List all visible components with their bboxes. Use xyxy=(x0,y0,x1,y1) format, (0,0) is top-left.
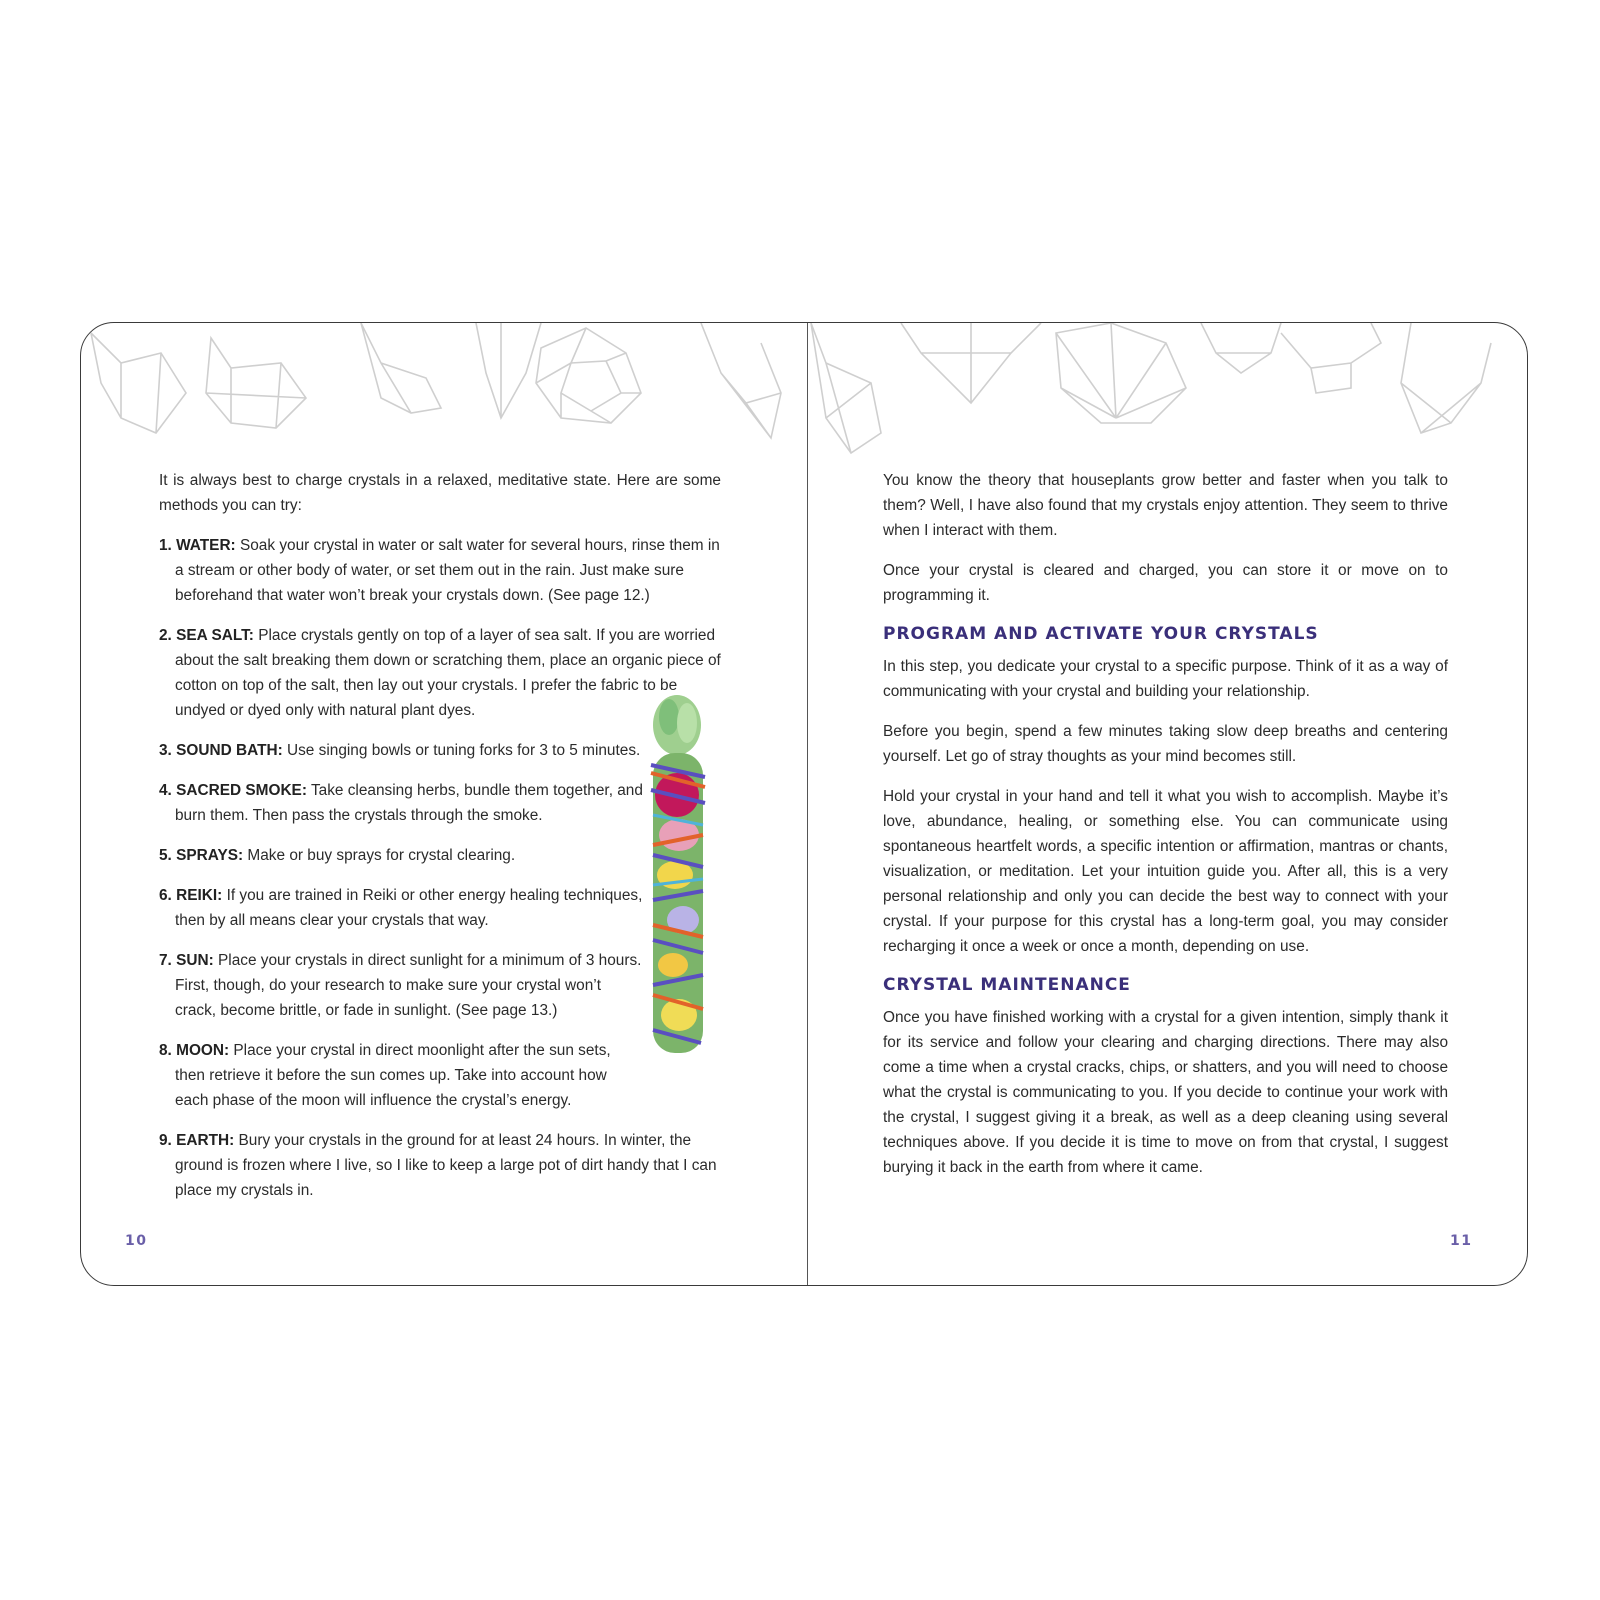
list-item: 2. SEA SALT: Place crystals gently on top of a layer of sea salt. If you are worried about the salt breaking them down or scratching them, place an organic piece of cotton on top of the salt, then lay out your crystals. I prefer the fabric to be undyed or dyed only with natural plant dyes. xyxy=(159,627,721,719)
paragraph: In this step, you dedicate your crystal to a specific purpose. Think of it as a way of communicating with your crystal and building your relationship. xyxy=(883,658,1448,700)
section-heading-program: PROGRAM AND ACTIVATE YOUR CRYSTALS xyxy=(883,624,1319,644)
paragraph: Before you begin, spend a few minutes taking slow deep breaths and centering yourself. Let go of stray thoughts as your mind becomes still. xyxy=(883,723,1448,765)
list-item: 4. SACRED SMOKE: Take cleansing herbs, bundle them together, and burn them. Then pass the crystals through the smoke. xyxy=(159,782,643,824)
book-spread xyxy=(80,322,1528,1286)
page-number-left: 10 xyxy=(125,1233,148,1249)
left-page xyxy=(81,323,807,1285)
paragraph: Once you have finished working with a crystal for a given intention, simply thank it for its service and follow your clearing and charging directions. There may also come a time when a crystal cracks, chips, or shatters, and you will need to choose what the crystal is communicating to you. If you decide to continue your work with the crystal, I suggest giving it a break, as well as a deep cleaning using several techniques above. If you decide it is time to move on from that crystal, I suggest burying it back in the earth from where it came. xyxy=(883,1009,1448,1176)
page-number-right: 11 xyxy=(1450,1233,1473,1249)
list-item: 7. SUN: Place your crystals in direct sunlight for a minimum of 3 hours. First, though, do your research to make sure your crystal won’t crack, become brittle, or fade in sunlight. (See page 13.) xyxy=(159,952,642,1019)
right-text-column xyxy=(883,468,1448,1195)
section-heading-maintenance: CRYSTAL MAINTENANCE xyxy=(883,975,1131,995)
list-item: 5. SPRAYS: Make or buy sprays for crystal clearing. xyxy=(159,847,516,864)
list-item: 8. MOON: Place your crystal in direct moonlight after the sun sets, then retrieve it before the sun comes up. Take into account how each phase of the moon will influence the crystal’s energy. xyxy=(159,1042,611,1109)
intro-paragraph: It is always best to charge crystals in a relaxed, meditative state. Here are some methods you can try: xyxy=(159,472,721,514)
herb-bundle-illustration-icon xyxy=(639,695,717,1075)
list-item: 3. SOUND BATH: Use singing bowls or tuning forks for 3 to 5 minutes. xyxy=(159,742,641,759)
left-text-column xyxy=(159,468,721,1218)
list-item: 9. EARTH: Bury your crystals in the ground for at least 24 hours. In winter, the ground is frozen where I live, so I like to keep a large pot of dirt handy that I can place my crystals in. xyxy=(159,1132,717,1199)
paragraph: Hold your crystal in your hand and tell it what you wish to accomplish. Maybe it’s love, abundance, healing, or something else. You can communicate using spontaneous heartfelt words, a specific intention or affirmation, mantras or chants, visualization, or meditation. Let your intuition guide you. After all, this is a very personal relationship and only you can decide the best way to connect with your crystal. If your purpose for this crystal has a long-term goal, you may consider recharging it once a week or once a month, depending on use. xyxy=(883,788,1448,955)
paragraph: You know the theory that houseplants grow better and faster when you talk to them? Well, I have also found that my crystals enjoy attention. They seem to thrive when I interact with them. xyxy=(883,472,1448,539)
list-item: 6. REIKI: If you are trained in Reiki or other energy healing techniques, then by all means clear your crystals that way. xyxy=(159,887,643,929)
charging-methods-list xyxy=(159,533,721,1203)
right-page xyxy=(808,323,1528,1285)
list-item: 1. WATER: Soak your crystal in water or salt water for several hours, rinse them in a stream or other body of water, or set them out in the rain. Just make sure beforehand that water won’t break your crystals down. (See page 12.) xyxy=(159,537,720,604)
paragraph: Once your crystal is cleared and charged, you can store it or move on to programming it. xyxy=(883,562,1448,604)
